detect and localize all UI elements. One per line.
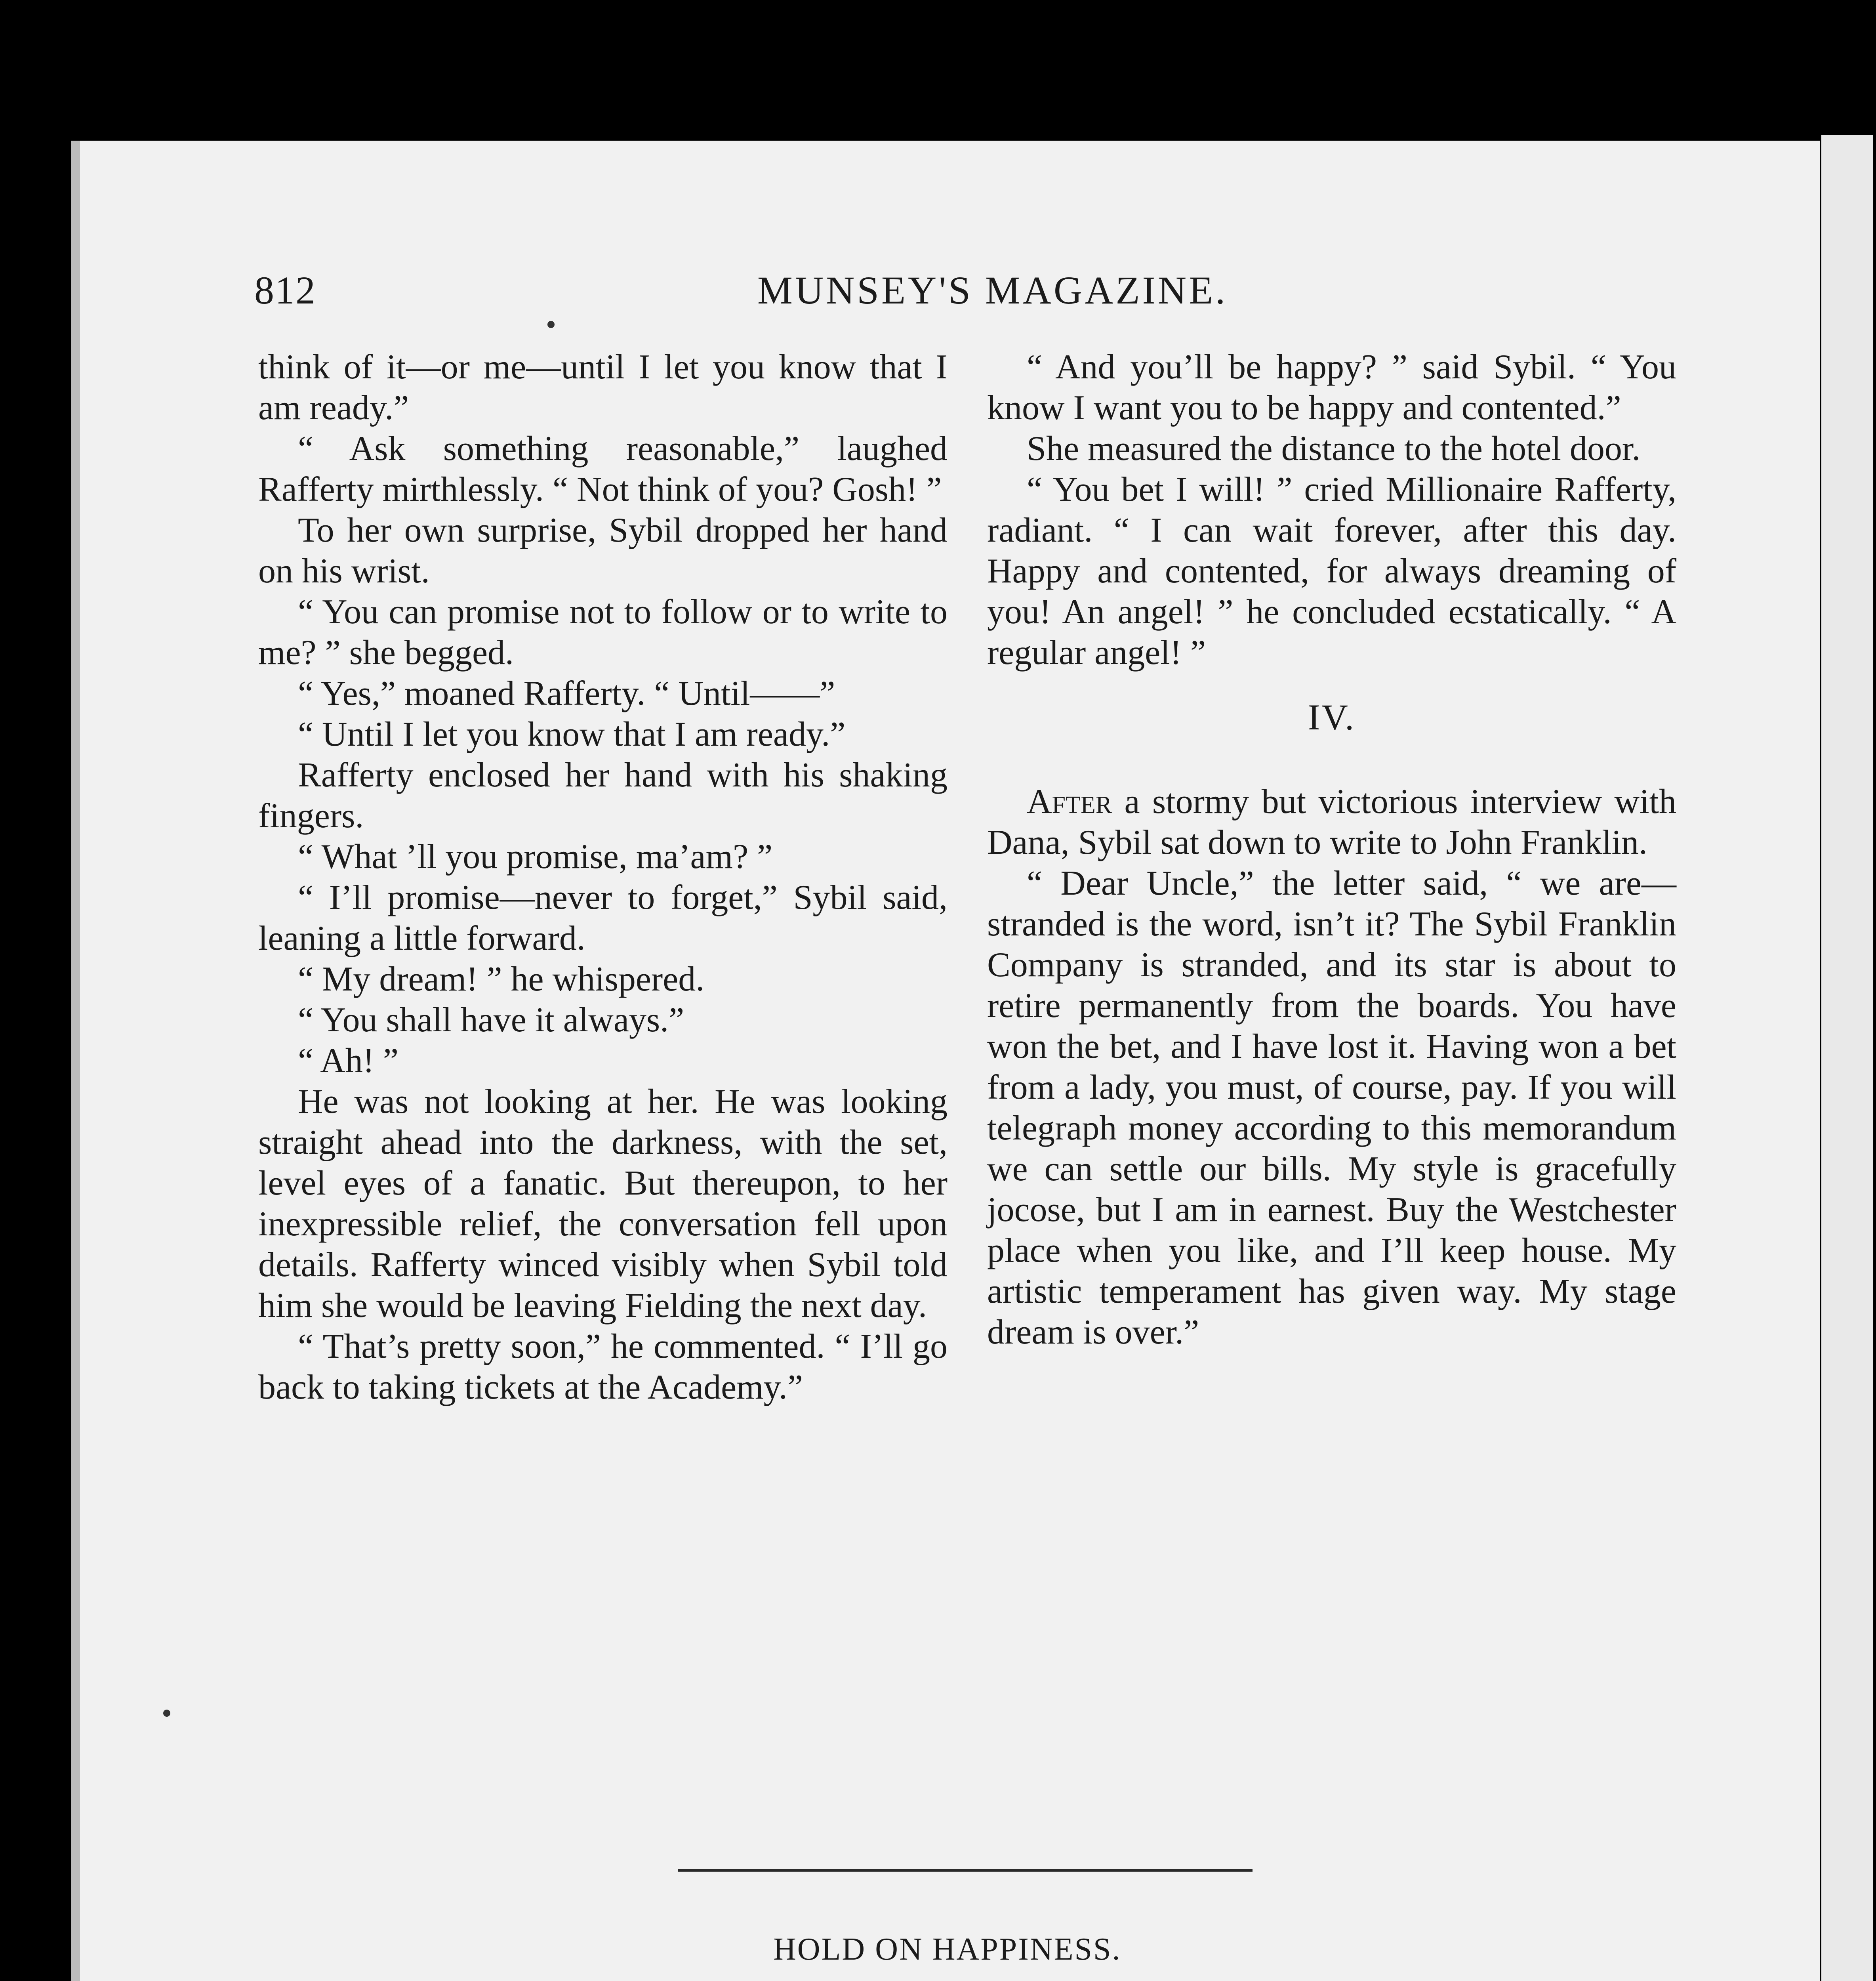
paragraph: “ What ’ll you promise, ma’am? ” (298, 838, 773, 876)
page-number: 812 (254, 268, 316, 312)
section-heading: IV. (1308, 697, 1356, 737)
ink-speck (547, 321, 555, 328)
left-column (258, 347, 948, 1408)
paragraph: “ Yes,” moaned Rafferty. “ Until——” (298, 674, 835, 713)
lead-word: After (1027, 782, 1112, 821)
paragraph: think of it—or me—until I let you know that I am ready.” (258, 348, 948, 427)
adjacent-page-edge (1821, 135, 1873, 1981)
paragraph: “ And you’ll be happy? ” said Sybil. “ You know I want you to be happy and contented.” (987, 348, 1676, 427)
paragraph: “ Until I let you know that I am ready.” (298, 715, 846, 754)
paragraph: “ You bet I will! ” cried Millionaire Rafferty, radiant. “ I can wait forever, after this day. Happy and contented, for always dreaming of you! An angel! ” he concluded ecstatically. “ A regular angel! ” (987, 470, 1676, 672)
paragraph: “ You shall have it always.” (298, 1001, 684, 1039)
section-divider (678, 1869, 1253, 1872)
paragraph: Rafferty enclosed her hand with his shaking fingers. (258, 756, 948, 835)
paragraph: “ That’s pretty soon,” he commented. “ I’ll go back to taking tickets at the Academy.” (258, 1327, 948, 1407)
paragraph-rest: a stormy but victorious interview with Dana, Sybil sat down to write to John Franklin. (987, 782, 1676, 862)
paragraph: He was not looking at her. He was looking straight ahead into the darkness, with the set, level eyes of a fanatic. But thereupon, to her inexpressible relief, the conversation fell upon details. Rafferty winced visibly when Sybil told him she would be leaving Fielding the next day. (258, 1082, 948, 1325)
paragraph (987, 781, 1676, 863)
poem-title: HOLD ON HAPPINESS. (773, 1932, 1121, 1967)
paragraph: “ Dear Uncle,” the letter said, “ we are—stranded is the word, isn’t it? The Sybil Franklin Company is stranded, and its star is about to retire permanently from the boards. You have won the bet, and I have lost it. Having won a bet from a lady, you must, of course, pay. If you will telegraph money according to this memorandum we can settle our bills. My style is gracefully jocose, but I am in earnest. Buy the Westchester place when you like, and I’ll keep house. My artistic temperament has given way. My stage dream is over.” (987, 864, 1676, 1351)
paragraph: She measured the distance to the hotel door. (1027, 429, 1641, 468)
ink-speck (163, 1710, 170, 1717)
paragraph: “ Ask something reasonable,” laughed Rafferty mirthlessly. “ Not think of you? Gosh! ” (258, 429, 948, 509)
right-column (987, 347, 1676, 1353)
paragraph: To her own surprise, Sybil dropped her hand on his wrist. (258, 511, 948, 590)
magazine-title: MUNSEY'S MAGAZINE. (757, 268, 1228, 312)
paragraph: “ My dream! ” he whispered. (298, 960, 705, 998)
paragraph: “ I’ll promise—never to forget,” Sybil said, leaning a little forward. (258, 878, 948, 958)
paragraph: “ You can promise not to follow or to write to me? ” she begged. (258, 593, 948, 672)
magazine-page (71, 141, 1820, 1981)
page-header (80, 267, 1820, 331)
paragraph: “ Ah! ” (298, 1042, 399, 1080)
